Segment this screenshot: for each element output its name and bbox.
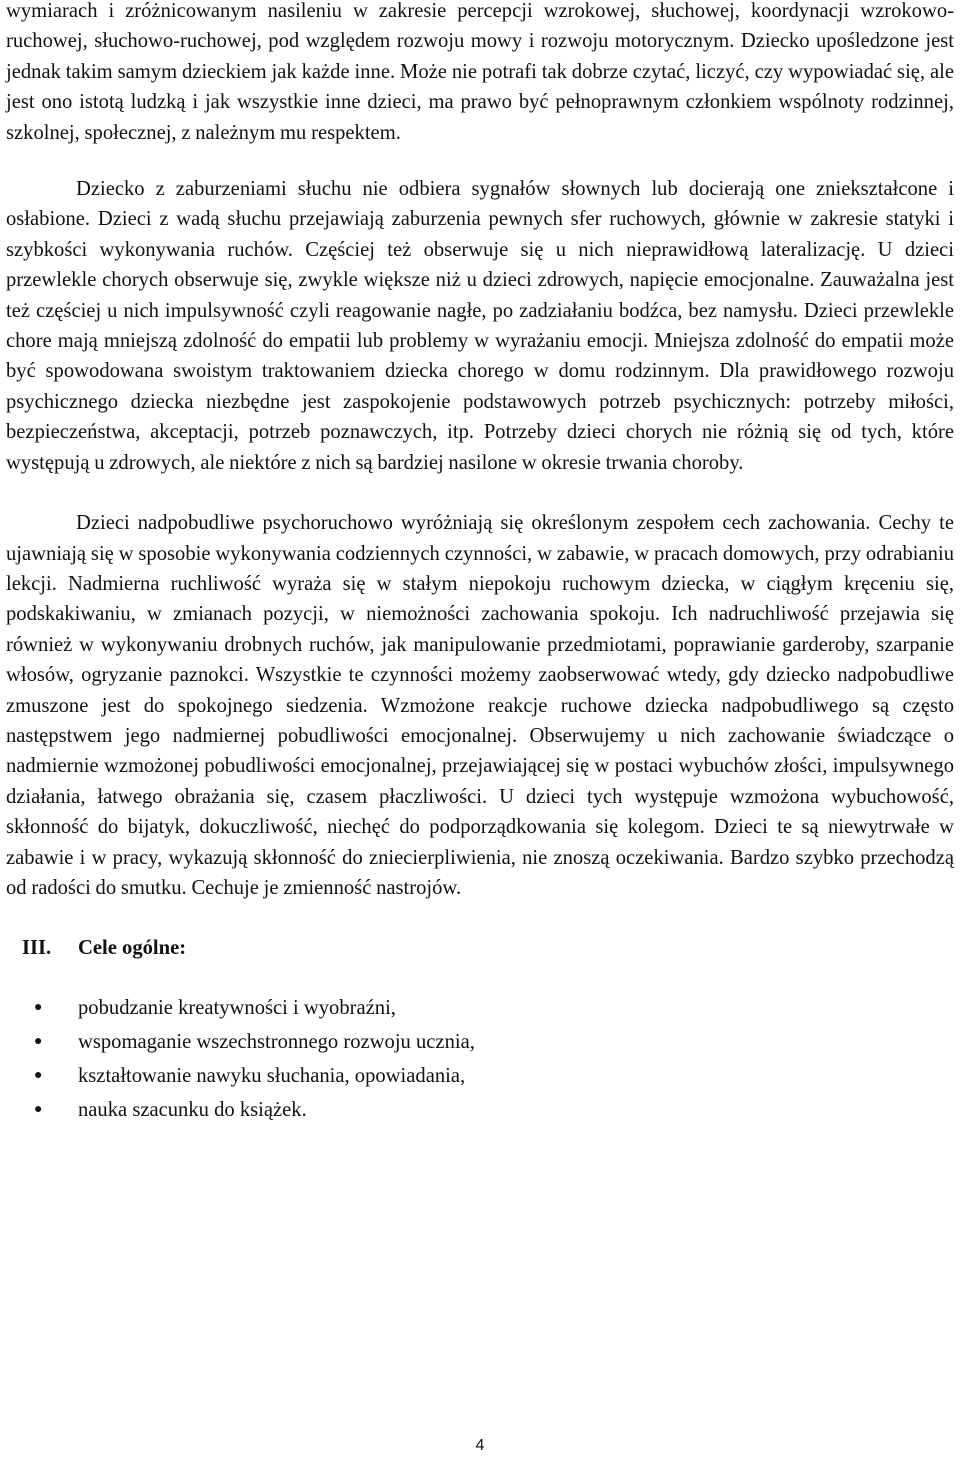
paragraph-hyperactivity: Dzieci nadpobudliwe psychoruchowo wyróżniają się określonym zespołem cech zachowania. Cechy te ujawniają się w sposobie wykonywania codziennych czynności, w zabawie, w pracach domowych, przy odrabianiu lekcji. Nadmierna ruchliwość wyraża się w stałym niepokoju ruchowym dziecka, w ciągłym kręceniu się, podskakiwaniu, w zmianach pozycji, w niemożności zachowania spokoju. Ich nadruchliwość przejawia się również w wykonywaniu drobnych ruchów, jak manipulowanie przedmiotami, poprawianie garderoby, szarpanie włosów, ogryzanie paznokci. Wszystkie te czynności możemy zaobserwować wtedy, gdy dziecko nadpobudliwe zmuszone jest do spokojnego siedzenia. Wzmożone reakcje ruchowe dziecka nadpobudliwego są często następstwem jego nadmiernej pobudliwości emocjonalnej. Obserwujemy u nich zachowanie świadczące o nadmiernie wzmożonej pobudliwości emocjonalnej, przejawiającej się w postaci wybuchów złości, impulsywnego działania, łatwego obrażania się, czasem płaczliwości. U dzieci tych występuje wzmożona wybuchowość, skłonność do bijatyk, dokuczliwość, niechęć do podporządkowania się kolegom. Dzieci te są niewytrwałe w zabawie i w pracy, wykazują skłonność do zniecierpliwienia, nie znoszą oczekiwania. Bardzo szybko przechodzą od radości do smutku. Cechuje je zmienność nastrojów. bbox=[6, 512, 954, 899]
list-item-text: wspomaganie wszechstronnego rozwoju ucznia, bbox=[78, 1031, 475, 1054]
list-item bbox=[6, 991, 954, 1025]
list-item-text: kształtowanie nawyku słuchania, opowiadania, bbox=[78, 1065, 466, 1088]
page-number: 4 bbox=[475, 1437, 485, 1454]
paragraph-hearing-and-chronic-illness: Dziecko z zaburzeniami słuchu nie odbiera sygnałów słownych lub docierają one zniekształcone i osłabione. Dzieci z wadą słuchu przejawiają zaburzenia pewnych sfer ruchowych, głównie w zakresie statyki i szybkości wykonywania ruchów. Częściej też obserwuje się u nich nieprawidłową lateralizację. U dzieci przewlekle chorych obserwuje się, zwykle większe niż u dzieci zdrowych, napięcie emocjonalne. Zauważalna jest też częściej u nich impulsywność czyli reagowanie nagłe, po zadziałaniu bodźca, bez namysłu. Dzieci przewlekle chore mają mniejszą zdolność do empatii lub problemy w wyrażaniu emocji. Mniejsza zdolność do empatii może być spowodowana swoistym traktowaniem dziecka chorego w domu rodzinnym. Dla prawidłowego rozwoju psychicznego dziecka niezbędne jest zaspokojenie podstawowych potrzeb psychicznych: potrzeby miłości, bezpieczeństwa, akceptacji, potrzeb poznawczych, itp. Potrzeby dzieci chorych nie różnią się od tych, które występują u zdrowych, ale niektóre z nich są bardziej nasilone w okresie trwania choroby. bbox=[6, 178, 954, 474]
bullet-icon: ● bbox=[34, 1034, 43, 1050]
section-number: III. bbox=[22, 937, 52, 960]
paragraph-intellectual-disability: wymiarach i zróżnicowanym nasileniu w zakresie percepcji wzrokowej, słuchowej, koordynacji wzrokowo-ruchowej, słuchowo-ruchowej, pod względem rozwoju mowy i rozwoju motorycznym. Dziecko upośledzone jest jednak takim samym dzieckiem jak każde inne. Może nie potrafi tak dobrze czytać, liczyć, czy wypowiadać się, ale jest ono istotą ludzką i jak wszystkie inne dzieci, ma prawo być pełnoprawnym członkiem wspólnoty rodzinnej, szkolnej, społecznej, z należnym mu respektem. bbox=[6, 0, 954, 144]
list-item-text: pobudzanie kreatywności i wyobraźni, bbox=[78, 997, 396, 1020]
goals-list bbox=[6, 991, 954, 1127]
list-item bbox=[6, 1093, 954, 1127]
list-item bbox=[6, 1025, 954, 1059]
list-item bbox=[6, 1059, 954, 1093]
section-heading bbox=[6, 933, 954, 963]
bullet-icon: ● bbox=[34, 1068, 43, 1084]
document-page bbox=[6, 0, 954, 1127]
section-title: Cele ogólne: bbox=[78, 937, 187, 960]
bullet-icon: ● bbox=[34, 1000, 43, 1016]
list-item-text: nauka szacunku do książek. bbox=[78, 1099, 307, 1122]
bullet-icon: ● bbox=[34, 1102, 43, 1118]
